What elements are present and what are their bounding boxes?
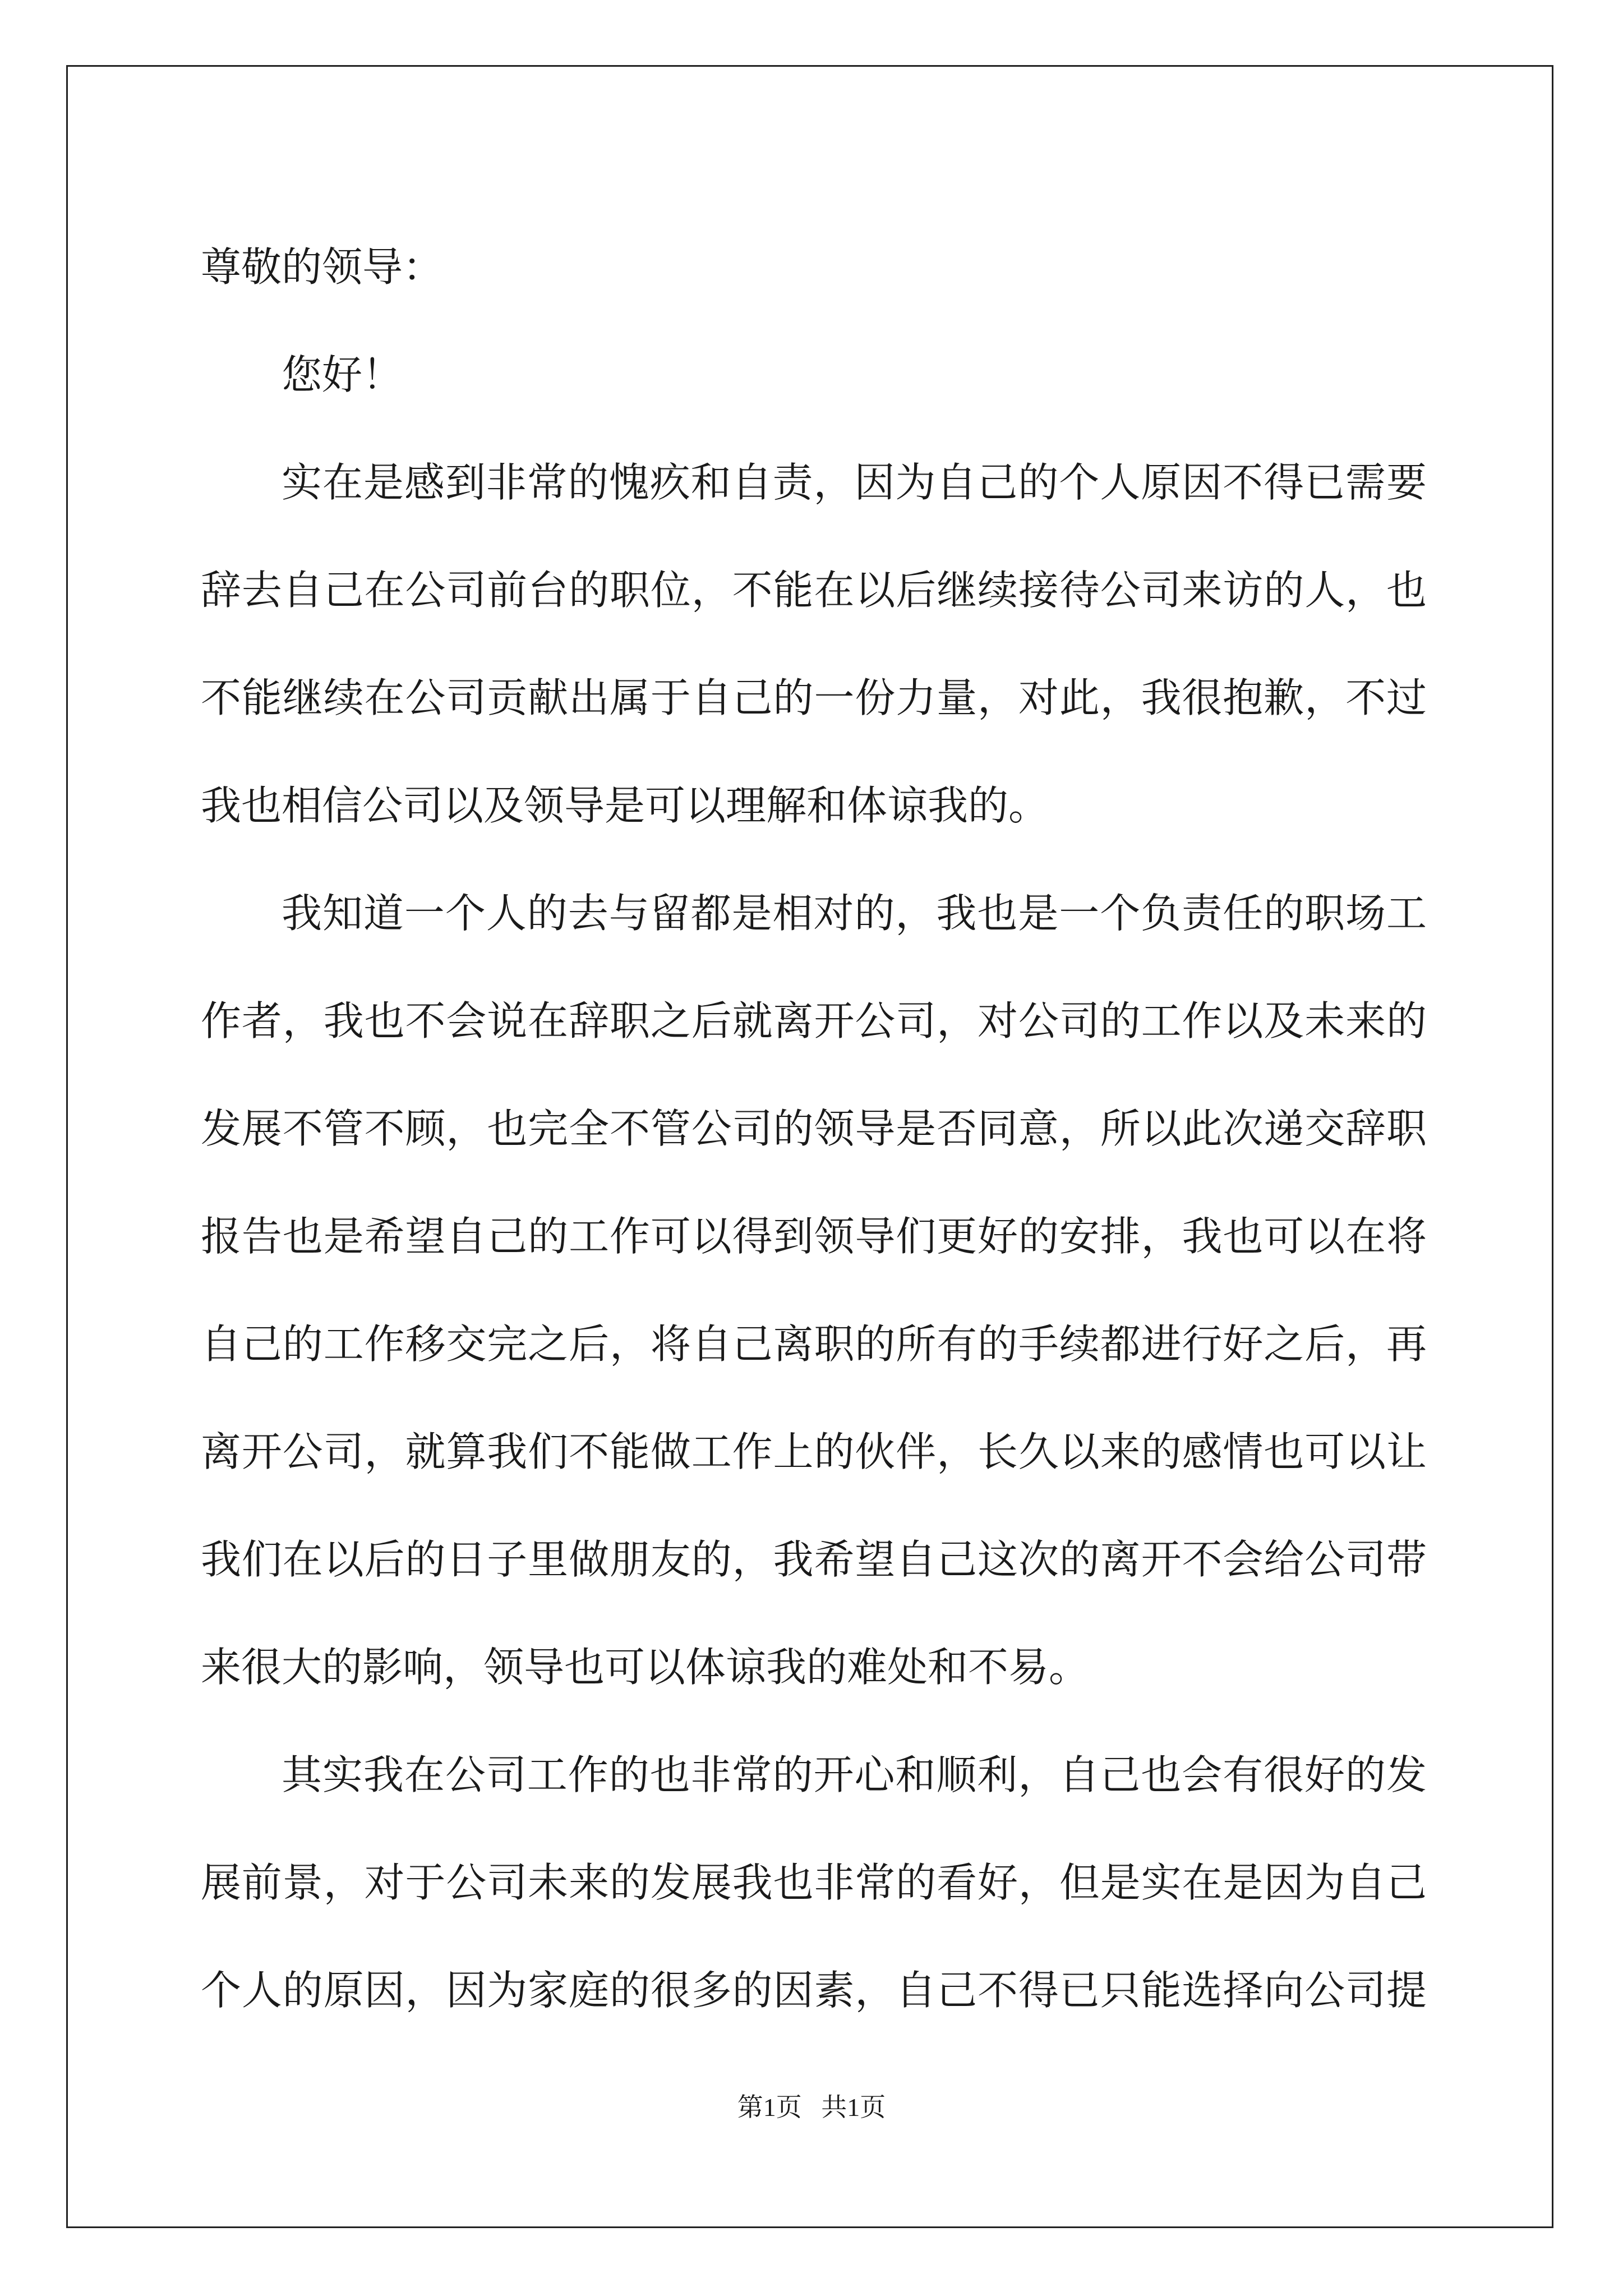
- letter-body: [201, 213, 1427, 2044]
- paragraph-line: 我们在以后的日子里做朋友的，我希望自己这次的离开不会给公司带: [201, 1536, 1427, 1583]
- paragraph-line: 报告也是希望自己的工作可以得到领导们更好的安排，我也可以在将: [201, 1213, 1427, 1260]
- page-number: 第1页: [737, 2093, 802, 2122]
- paragraph-line: 展前景，对于公司未来的发展我也非常的看好，但是实在是因为自己: [201, 1859, 1427, 1906]
- paragraph-line: 不能继续在公司贡献出属于自己的一份力量，对此，我很抱歉，不过: [201, 674, 1427, 721]
- paragraph-line: 自己的工作移交完之后，将自己离职的所有的手续都进行好之后，再: [201, 1320, 1427, 1368]
- paragraph-1: [201, 429, 1427, 859]
- paragraph-line: 实在是感到非常的愧疚和自责，因为自己的个人原因不得已需要: [282, 459, 1427, 506]
- paragraph-line: 离开公司，就算我们不能做工作上的伙伴，长久以来的感情也可以让: [201, 1428, 1427, 1475]
- paragraph-line: 我知道一个人的去与留都是相对的，我也是一个负责任的职场工: [282, 890, 1427, 937]
- greeting: 您好！: [282, 351, 403, 398]
- paragraph-line: 作者，我也不会说在辞职之后就离开公司，对公司的工作以及未来的: [201, 997, 1427, 1045]
- paragraph-line: 来很大的影响，领导也可以体谅我的难处和不易。: [201, 1644, 1090, 1691]
- paragraph-line: 其实我在公司工作的也非常的开心和顺利，自己也会有很好的发: [282, 1751, 1427, 1798]
- paragraph-2: [201, 859, 1427, 1721]
- paragraph-line: 个人的原因，因为家庭的很多的因素，自己不得已只能选择向公司提: [201, 1967, 1427, 2014]
- paragraph-line: 发展不管不顾，也完全不管公司的领导是否同意，所以此次递交辞职: [201, 1105, 1427, 1152]
- page-total: 共1页: [821, 2093, 886, 2122]
- paragraph-3: [201, 1721, 1427, 2044]
- paragraph-line: 辞去自己在公司前台的职位，不能在以后继续接待公司来访的人，也: [201, 567, 1427, 614]
- paragraph-line: 我也相信公司以及领导是可以理解和体谅我的。: [201, 782, 1049, 829]
- salutation: 尊敬的领导：: [201, 243, 444, 291]
- page-footer: [0, 2087, 1623, 2124]
